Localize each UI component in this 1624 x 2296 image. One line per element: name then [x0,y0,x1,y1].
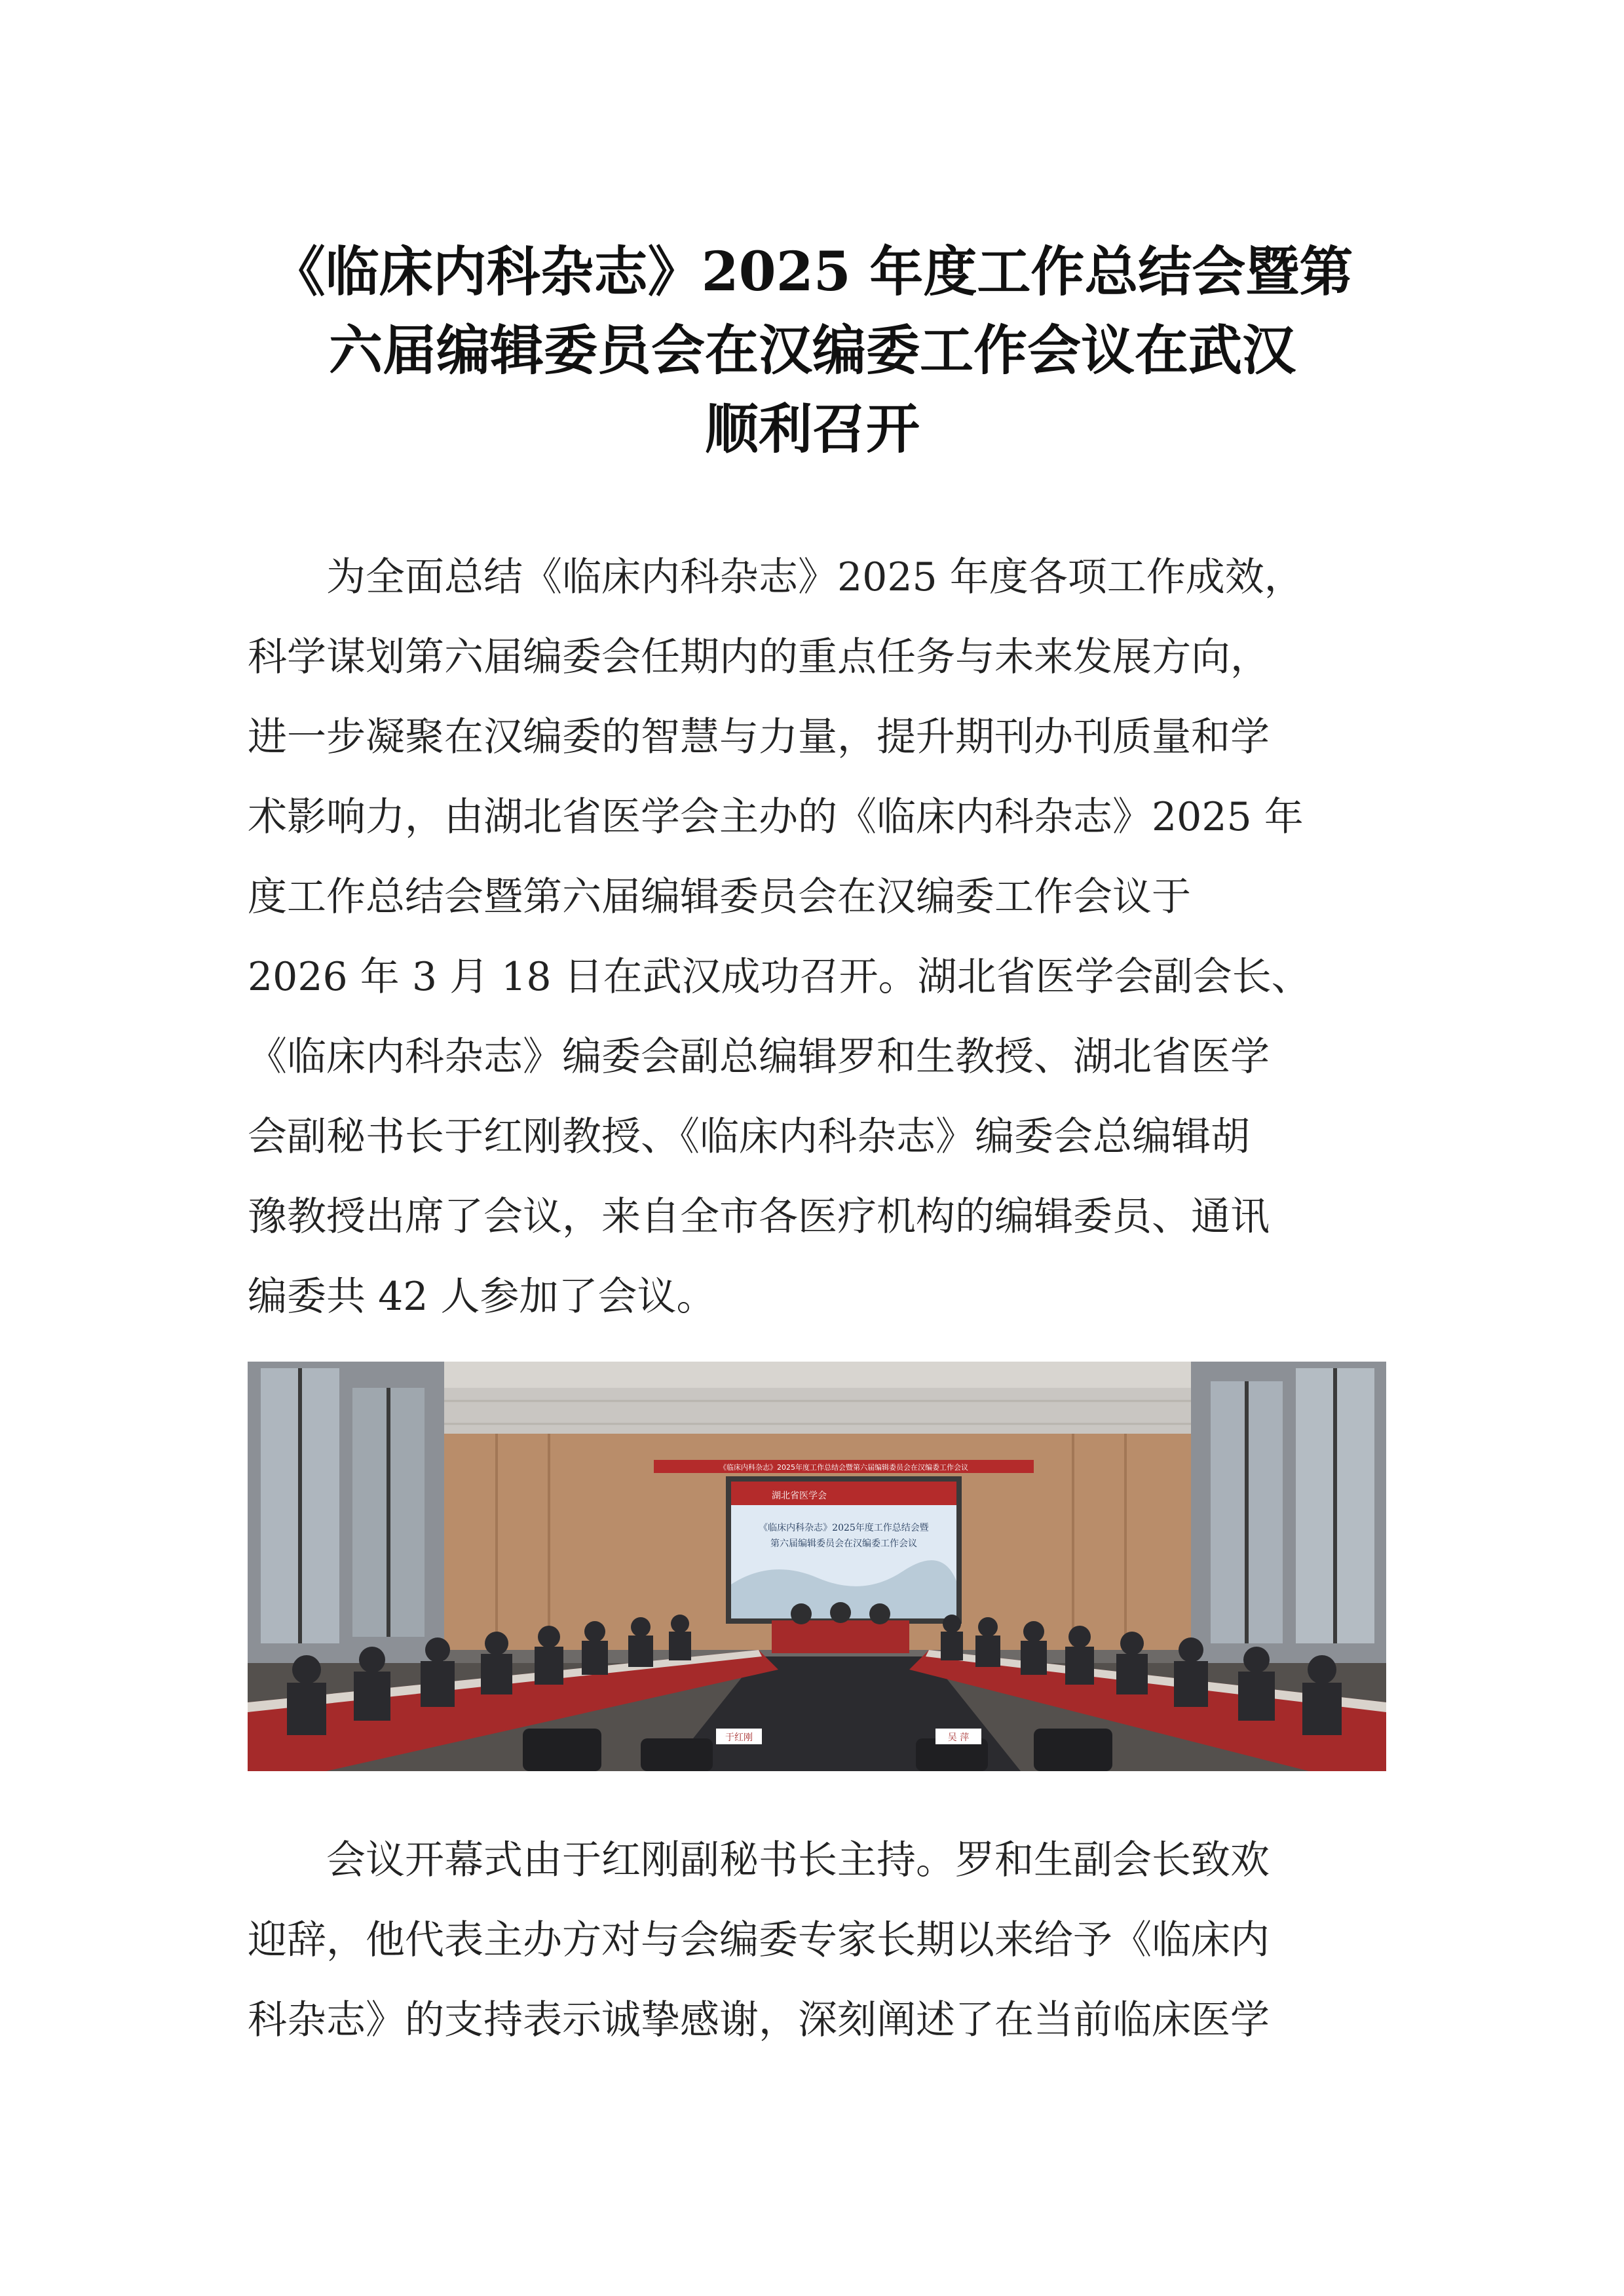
photo-screen-heading: 湖北省医学会 [772,1491,827,1501]
text-line: 迎辞，他代表主办方对与会编委专家长期以来给予《临床内 [248,1917,1270,1963]
photo-banner-text: 《临床内科杂志》2025年度工作总结会暨第六届编辑委员会在汉编委工作会议 [719,1463,968,1472]
text-line: 《临床内科杂志》编委会副总编辑罗和生教授、湖北省医学 [248,1034,1270,1080]
text-line: 豫教授出席了会议，来自全市各医疗机构的编辑委员、通讯 [248,1194,1270,1240]
text-line: 会副秘书长于红刚教授、《临床内科杂志》编委会总编辑胡 [248,1114,1250,1160]
photo-screen-line1: 《临床内科杂志》2025年度工作总结会暨 [759,1523,929,1533]
title-line: 《临床内科杂志》2025 年度工作总结会暨第 [271,240,1353,303]
photo-nameplate-right: 吴 萍 [947,1732,970,1743]
article-title [242,233,1382,469]
paragraph-1 [248,537,1386,1337]
meeting-photo [248,1362,1386,1771]
text-line: 科杂志》的支持表示诚挚感谢，深刻阐述了在当前临床医学 [248,1997,1270,2043]
text-line: 2026 年 3 月 18 日在武汉成功召开。湖北省医学会副会长、 [248,954,1311,1000]
text-line: 术影响力，由湖北省医学会主办的《临床内科杂志》2025 年 [248,794,1304,840]
title-line: 六届编辑委员会在汉编委工作会议在武汉 [328,319,1296,382]
photo-screen-line2: 第六届编辑委员会在汉编委工作会议 [770,1539,917,1549]
text-line: 编委共 42 人参加了会议。 [248,1274,716,1320]
title-line: 顺利召开 [704,398,920,461]
text-line: 科学谋划第六届编委会任期内的重点任务与未来发展方向， [248,634,1270,680]
text-line: 度工作总结会暨第六届编辑委员会在汉编委工作会议于 [248,874,1191,920]
text-line: 会议开幕式由于红刚副秘书长主持。罗和生副会长致欢 [248,1837,1270,1883]
text-line: 为全面总结《临床内科杂志》2025 年度各项工作成效， [248,554,1304,600]
text-line: 进一步凝聚在汉编委的智慧与力量，提升期刊办刊质量和学 [248,714,1270,760]
paragraph-2 [248,1820,1386,2060]
photo-nameplate-left: 于红刚 [725,1732,753,1743]
